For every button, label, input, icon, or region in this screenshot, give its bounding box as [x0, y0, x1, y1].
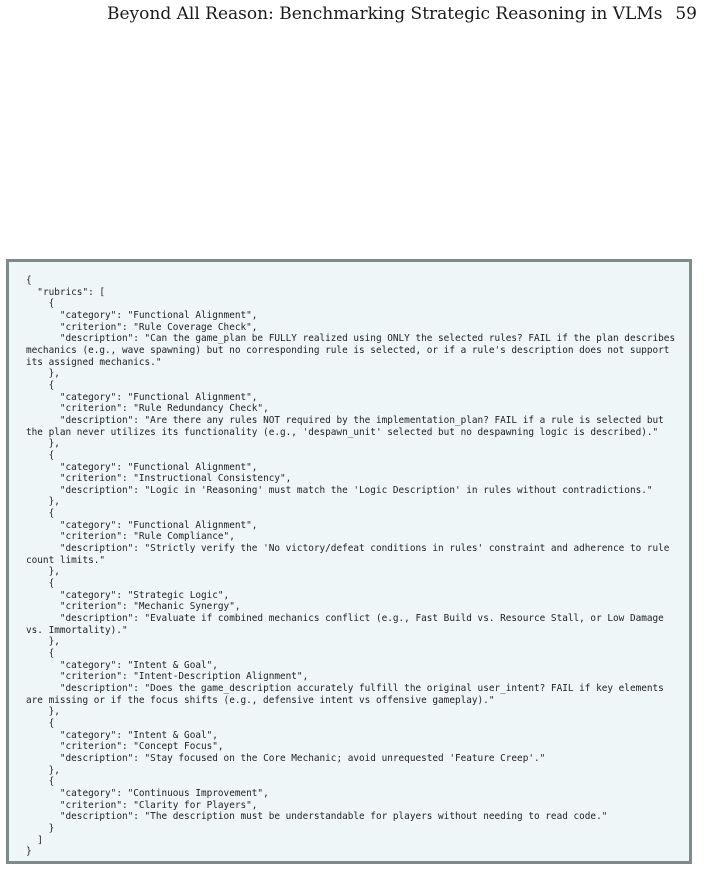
- page-number: 59: [675, 4, 697, 24]
- json-code-listing: [6, 259, 692, 864]
- paper-title: Beyond All Reason: Benchmarking Strategic Reasoning in VLMs: [107, 4, 663, 24]
- rubrics-json-text: { "rubrics": [ { "category": "Functional Alignment", "criterion": "Rule Coverage Check", "description": "Can the game_plan be FULLY realized using ONLY the selected rules? FAIL if the plan describes mechanics (e.g., wave spawning) but no corresponding rule is selected, or if a rule's description does not support its assigned mechanics." }, { "category": "Functional Alignment", "criterion": "Rule Redundancy Check", "description": "Are there any rules NOT required by the implementation_plan? FAIL if a rule is selected but the plan never utilizes its functionality (e.g., 'despawn_unit' selected but no despawning logic is described)." }, { "category": "Functional Alignment", "criterion": "Instructional Consistency", "description": "Logic in 'Reasoning' must match the 'Logic Description' in rules without contradictions." }, { "category": "Functional Alignment", "criterion": "Rule Compliance", "description": "Strictly verify the 'No victory/defeat conditions in rules' constraint and adherence to rule count limits." }, { "category": "Strategic Logic", "criterion": "Mechanic Synergy", "description": "Evaluate if combined mechanics conflict (e.g., Fast Build vs. Resource Stall, or Low Damage vs. Immortality)." }, { "category": "Intent & Goal", "criterion": "Intent-Description Alignment", "description": "Does the game_description accurately fulfill the original user_intent? FAIL if key elements are missing or if the focus shifts (e.g., defensive intent vs offensive gameplay)." }, { "category": "Intent & Goal", "criterion": "Concept Focus", "description": "Stay focused on the Core Mechanic; avoid unrequested 'Feature Creep'." }, { "category": "Continuous Improvement", "criterion": "Clarity for Players", "description": "The description must be understandable for players without needing to read code." } ] }: [26, 275, 676, 858]
- running-header: [0, 4, 705, 28]
